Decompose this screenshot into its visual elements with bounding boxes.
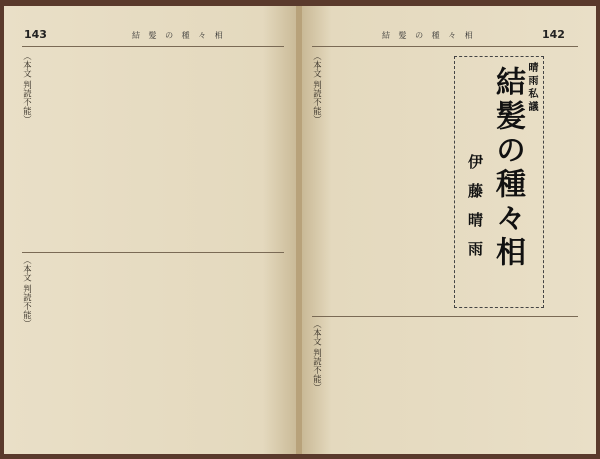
left-upper-column	[22, 52, 284, 248]
article-title: 結髪の種々相	[490, 66, 525, 270]
left-upper-text: （本文 判読不能）	[22, 52, 33, 124]
right-lower-text: （本文 判読不能）	[312, 320, 323, 392]
left-page-number: 143	[24, 28, 47, 41]
left-page	[4, 6, 298, 454]
left-lower-text: （本文 判読不能）	[22, 256, 33, 328]
left-running-head: 結 髪 の 種 々 相	[132, 31, 226, 40]
left-column-divider	[22, 252, 284, 253]
series-label: 晴雨私議	[526, 62, 537, 114]
left-lower-column	[22, 256, 284, 442]
right-running-head: 結 髪 の 種 々 相	[382, 31, 476, 40]
right-page-number: 142	[542, 28, 565, 41]
author-name: 伊藤晴雨	[466, 154, 484, 270]
book-spread	[4, 6, 596, 454]
right-upper-text: （本文 判読不能）	[312, 52, 323, 124]
right-column-divider	[312, 316, 578, 317]
right-header-rule	[312, 46, 578, 47]
right-page	[302, 6, 596, 454]
right-lower-column	[312, 320, 578, 442]
left-header-rule	[22, 46, 284, 47]
right-upper-column	[312, 52, 452, 248]
